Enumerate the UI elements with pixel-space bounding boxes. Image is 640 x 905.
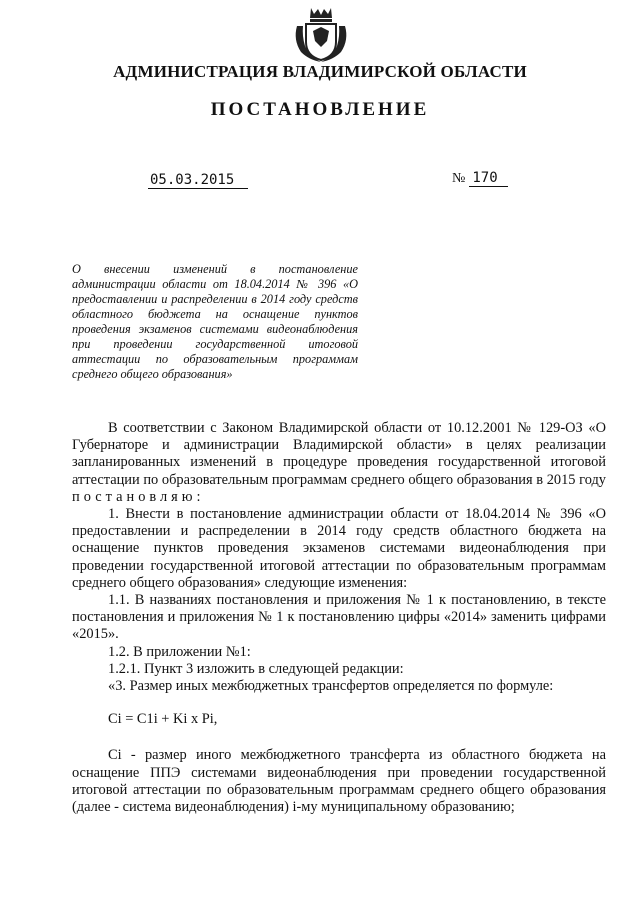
paragraph-point-3: «3. Размер иных межбюджетных трансфертов определяется по формуле:	[108, 678, 554, 695]
number-value: 170	[469, 170, 507, 187]
document-subject: О внесении изменений в постановление администрации области от 18.04.2014 № 396 «О предоставлении и распределении в 2014 году средств областного бюджета на оснащение пунктов проведения экзаменов системами видеонаблюдения при проведении государственной итоговой аттестации по образовательным программам среднего общего образования»	[72, 262, 358, 381]
intro-text: В соответствии с Законом Владимирской области от 10.12.2001 № 129-ОЗ «О Губернаторе и администрации Владимирской области» в целях реализации запланированных изменений в процедуре проведения государственной итоговой аттестации по образовательным программам среднего общего образования в 2015 году	[72, 420, 606, 488]
decree-word: постановляю:	[72, 488, 205, 505]
formula: Ci = C1i + Ki x Pi,	[108, 711, 218, 728]
document-number	[452, 170, 508, 187]
paragraph-1-1: 1.1. В названиях постановления и приложения № 1 к постановлению, в тексте постановления и приложения № 1 к постановлению цифры «2014» заменить цифрами «2015».	[72, 592, 606, 643]
definition-paragraph: Ci - размер иного межбюджетного трансферта из областного бюджета на оснащение ППЭ системами видеонаблюдения при проведении государственной итоговой аттестации по образовательным программам среднего общего образования (далее - система видеонаблюдения) i-му муниципальному образованию;	[72, 747, 606, 816]
paragraph-1-2: 1.2. В приложении №1:	[108, 643, 251, 660]
number-prefix: №	[452, 171, 466, 186]
document-type: ПОСТАНОВЛЕНИЕ	[210, 99, 430, 120]
organization-name: АДМИНИСТРАЦИЯ ВЛАДИМИРСКОЙ ОБЛАСТИ	[113, 62, 527, 81]
paragraph-1-2-1: 1.2.1. Пункт 3 изложить в следующей редакции:	[108, 660, 404, 677]
document-date: 05.03.2015	[148, 172, 248, 189]
intro-paragraph	[72, 420, 606, 506]
coat-of-arms-icon	[291, 4, 351, 64]
paragraph-1: 1. Внести в постановление администрации области от 18.04.2014 № 396 «О предоставлении и распределении в 2014 году средств областного бюджета на оснащение пунктов проведения экзаменов системами видеонаблюдения при проведении государственной итоговой аттестации по образовательным программам среднего общего образования» следующие изменения:	[72, 506, 606, 591]
document-body	[72, 420, 606, 816]
